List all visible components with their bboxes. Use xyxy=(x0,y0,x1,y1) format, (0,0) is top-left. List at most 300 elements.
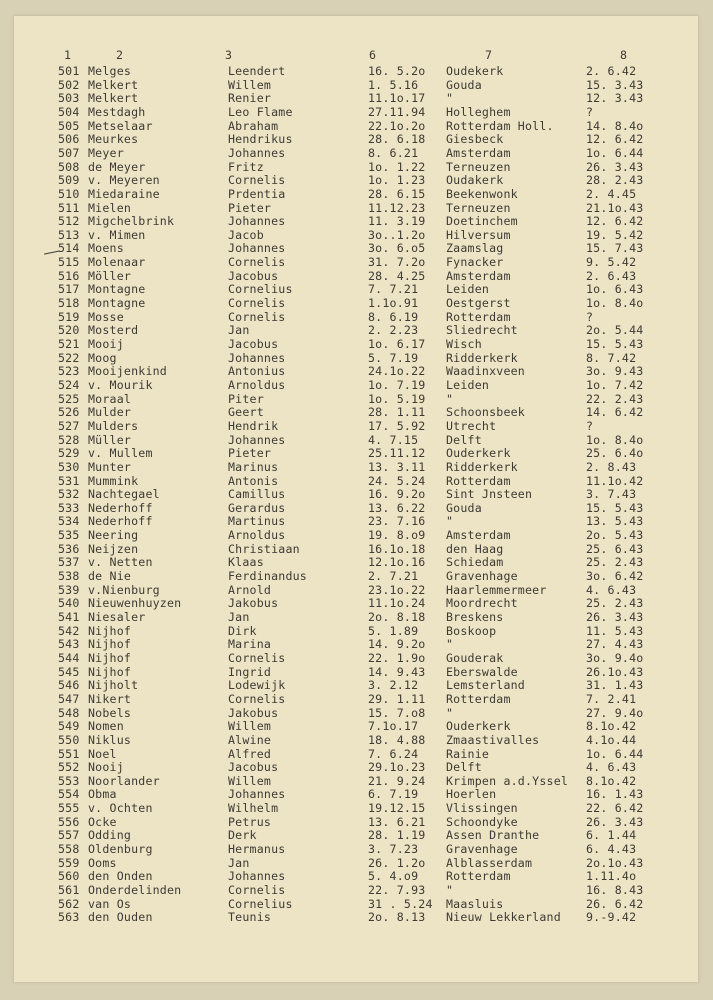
surname: Munter xyxy=(88,459,132,474)
record-date: 22. 2.43 xyxy=(586,391,644,406)
record-date: 27. 4.43 xyxy=(586,637,644,652)
first-name: Camillus xyxy=(228,487,286,502)
col-header-3: 3 xyxy=(225,48,233,62)
birth-date: 5. 7.19 xyxy=(368,350,419,365)
record-date: 8. 7.42 xyxy=(586,350,637,365)
register-row xyxy=(0,377,713,393)
record-date: 6. 4.43 xyxy=(586,842,637,857)
record-date: 3. 7.43 xyxy=(586,487,637,502)
birth-place: " xyxy=(446,514,454,529)
record-date: 3o. 9.43 xyxy=(586,364,644,379)
first-name: Cornelius xyxy=(228,896,293,911)
first-name: Jacob xyxy=(228,227,264,242)
entry-number: 555 xyxy=(58,801,80,816)
birth-place: Alblasserdam xyxy=(446,855,533,870)
record-date: 15. 3.43 xyxy=(586,77,644,92)
record-date: 25. 2.43 xyxy=(586,596,644,611)
birth-place: Boskoop xyxy=(446,623,497,638)
record-date: 2. 6.43 xyxy=(586,268,637,283)
birth-date: 11.1o.24 xyxy=(368,596,426,611)
birth-date: 3. 2.12 xyxy=(368,678,419,693)
surname: den Ouden xyxy=(88,910,153,925)
birth-date: 11.1o.17 xyxy=(368,91,426,106)
surname: Nijhof xyxy=(88,623,132,638)
entry-number: 545 xyxy=(58,664,80,679)
surname: v. Mourik xyxy=(88,377,153,392)
first-name: Marina xyxy=(228,637,272,652)
record-date: 26. 3.43 xyxy=(586,159,644,174)
record-date: 25. 6.43 xyxy=(586,541,644,556)
birth-place: " xyxy=(446,637,454,652)
first-name: Jan xyxy=(228,610,250,624)
birth-date: 1o. 5.19 xyxy=(368,391,426,406)
record-date: ? xyxy=(586,418,594,433)
birth-place: Holleghem xyxy=(446,104,511,119)
birth-place: " xyxy=(446,391,454,406)
first-name: Johannes xyxy=(228,145,286,160)
register-row xyxy=(0,418,713,434)
first-name: Jacobus xyxy=(228,337,279,351)
surname: Mooijenkind xyxy=(88,364,167,379)
surname: Montagne xyxy=(88,296,146,311)
surname: de Meyer xyxy=(88,159,146,174)
entry-number: 502 xyxy=(58,77,80,92)
birth-place: Giesbeck xyxy=(446,132,504,147)
birth-date: 13. 6.22 xyxy=(368,500,426,515)
surname: Nijhof xyxy=(88,650,132,665)
first-name: Ferdinandus xyxy=(228,569,307,584)
birth-date: 1o. 7.19 xyxy=(368,377,426,392)
birth-date: 8. 6.19 xyxy=(368,309,419,324)
surname: Montagne xyxy=(88,282,146,297)
record-date: 25. 6.4o xyxy=(586,446,644,461)
birth-place: Terneuzen xyxy=(446,159,511,174)
birth-date: 7.1o.17 xyxy=(368,719,419,734)
first-name: Cornelis xyxy=(228,173,286,188)
record-date: 14. 8.4o xyxy=(586,118,644,133)
birth-place: Amsterdam xyxy=(446,145,511,160)
entry-number: 529 xyxy=(58,446,80,461)
first-name: Wilhelm xyxy=(228,801,279,816)
birth-place: Gouda xyxy=(446,77,482,92)
first-name: Willem xyxy=(228,773,272,788)
birth-date: 19. 8.o9 xyxy=(368,528,426,543)
surname: v. Ochten xyxy=(88,801,153,816)
birth-date: 22. 7.93 xyxy=(368,883,426,897)
birth-place: " xyxy=(446,91,454,106)
surname: Odding xyxy=(88,828,132,843)
surname: Mielen xyxy=(88,200,132,215)
entry-number: 541 xyxy=(58,610,80,624)
birth-place: Utrecht xyxy=(446,418,497,433)
birth-place: Delft xyxy=(446,432,482,447)
birth-date: 24.1o.22 xyxy=(368,364,426,379)
birth-date: 2. 7.21 xyxy=(368,569,419,584)
first-name: Jakobus xyxy=(228,705,279,720)
entry-number: 562 xyxy=(58,896,80,911)
record-date: 1o. 6.43 xyxy=(586,282,644,297)
register-row xyxy=(0,691,713,707)
birth-date: 7. 6.24 xyxy=(368,746,419,761)
entry-number: 551 xyxy=(58,746,80,761)
birth-date: 6. 7.19 xyxy=(368,787,419,802)
first-name: Leo Flame xyxy=(228,104,293,119)
surname: Nooij xyxy=(88,760,124,775)
surname: Meurkes xyxy=(88,132,139,147)
birth-date: 26. 1.2o xyxy=(368,855,426,870)
col-header-1: 1 xyxy=(64,48,72,62)
surname: Melkert xyxy=(88,91,139,106)
entry-number: 528 xyxy=(58,432,80,447)
birth-place: Nieuw Lekkerland xyxy=(446,910,561,925)
birth-place: Vlissingen xyxy=(446,801,518,816)
register-row xyxy=(0,186,713,202)
surname: Melkert xyxy=(88,77,139,92)
record-date: 1o. 8.4o xyxy=(586,432,644,447)
first-name: Hendrik xyxy=(228,418,279,433)
entry-number: 519 xyxy=(58,309,80,324)
entry-number: 523 xyxy=(58,364,80,379)
first-name: Renier xyxy=(228,91,272,106)
entry-number: 516 xyxy=(58,268,80,283)
register-row xyxy=(0,650,713,666)
surname: v.Nienburg xyxy=(88,582,160,597)
birth-place: Amsterdam xyxy=(446,268,511,283)
birth-date: 7. 7.21 xyxy=(368,282,419,297)
surname: van Os xyxy=(88,896,132,911)
birth-date: 28. 1.19 xyxy=(368,828,426,843)
entry-number: 511 xyxy=(58,200,80,215)
entry-number: 505 xyxy=(58,118,80,133)
surname: Onderdelinden xyxy=(88,883,182,897)
birth-place: Haarlemmermeer xyxy=(446,582,547,597)
birth-date: 24. 5.24 xyxy=(368,473,426,488)
birth-date: 5. 1.89 xyxy=(368,623,419,638)
register-row xyxy=(0,145,713,161)
birth-place: Rotterdam Holl. xyxy=(446,118,554,133)
first-name: Pieter xyxy=(228,446,272,461)
surname: Metselaar xyxy=(88,118,153,133)
birth-date: 4. 7.15 xyxy=(368,432,419,447)
entry-number: 542 xyxy=(58,623,80,638)
entry-number: 546 xyxy=(58,678,80,693)
record-date: 25. 2.43 xyxy=(586,555,644,570)
record-date: 7. 2.41 xyxy=(586,691,637,706)
birth-place: Zmaastivalles xyxy=(446,732,540,747)
birth-place: Gravenhage xyxy=(446,569,518,584)
entry-number: 517 xyxy=(58,282,80,297)
birth-date: 16. 5.2o xyxy=(368,64,426,78)
entry-number: 553 xyxy=(58,773,80,788)
entry-number: 524 xyxy=(58,377,80,392)
first-name: Cornelis xyxy=(228,650,286,665)
birth-date: 16. 9.2o xyxy=(368,487,426,502)
record-date: 16. 8.43 xyxy=(586,883,644,897)
first-name: Arnold xyxy=(228,582,272,597)
birth-date: 28. 4.25 xyxy=(368,268,426,283)
birth-place: Moordrecht xyxy=(446,596,518,611)
record-date: 11.1o.42 xyxy=(586,473,644,488)
first-name: Lodewijk xyxy=(228,678,286,693)
record-date: 8.1o.42 xyxy=(586,773,637,788)
first-name: Teunis xyxy=(228,910,272,925)
record-date: 12. 6.42 xyxy=(586,132,644,147)
birth-place: Schoonsbeek xyxy=(446,405,525,420)
first-name: Cornelis xyxy=(228,883,286,897)
first-name: Willem xyxy=(228,77,272,92)
entry-number: 537 xyxy=(58,555,80,570)
birth-date: 22.1o.2o xyxy=(368,118,426,133)
first-name: Cornelis xyxy=(228,255,286,270)
first-name: Cornelis xyxy=(228,309,286,324)
birth-date: 28. 6.18 xyxy=(368,132,426,147)
entry-number: 560 xyxy=(58,869,80,884)
first-name: Willem xyxy=(228,719,272,734)
surname: Nikert xyxy=(88,691,132,706)
first-name: Geert xyxy=(228,405,264,420)
birth-place: Sliedrecht xyxy=(446,323,518,338)
birth-date: 29. 1.11 xyxy=(368,691,426,706)
surname: Nijhof xyxy=(88,637,132,652)
birth-place: Beekenwonk xyxy=(446,186,518,201)
birth-date: 27.11.94 xyxy=(368,104,426,119)
surname: Ocke xyxy=(88,814,117,829)
birth-date: 2o. 8.18 xyxy=(368,610,426,624)
birth-date: 16.1o.18 xyxy=(368,541,426,556)
birth-date: 1o. 6.17 xyxy=(368,337,426,351)
surname: Oldenburg xyxy=(88,842,153,857)
record-date: 26. 3.43 xyxy=(586,610,644,624)
entry-number: 536 xyxy=(58,541,80,556)
birth-place: Fynacker xyxy=(446,255,504,270)
birth-place: Ridderkerk xyxy=(446,459,518,474)
surname: Nijhof xyxy=(88,664,132,679)
birth-place: Schoondyke xyxy=(446,814,518,829)
first-name: Hendrikus xyxy=(228,132,293,147)
entry-number: 507 xyxy=(58,145,80,160)
surname: Moog xyxy=(88,350,117,365)
surname: Noel xyxy=(88,746,117,761)
birth-place: Oestgerst xyxy=(446,296,511,311)
record-date: 15. 5.43 xyxy=(586,337,644,351)
record-date: 1.11.4o xyxy=(586,869,637,884)
birth-date: 3. 7.23 xyxy=(368,842,419,857)
col-header-6: 6 xyxy=(369,48,377,62)
entry-number: 554 xyxy=(58,787,80,802)
surname: Mestdagh xyxy=(88,104,146,119)
record-date: 2. 6.42 xyxy=(586,64,637,78)
birth-place: Assen Dranthe xyxy=(446,828,540,843)
col-header-7: 7 xyxy=(485,48,493,62)
record-date: 26.1o.43 xyxy=(586,664,644,679)
record-date: 3o. 6.42 xyxy=(586,569,644,584)
entry-number: 534 xyxy=(58,514,80,529)
record-date: 2o.1o.43 xyxy=(586,855,644,870)
first-name: Christiaan xyxy=(228,541,300,556)
birth-place: Ouderkerk xyxy=(446,446,511,461)
register-row xyxy=(0,732,713,748)
first-name: Arnoldus xyxy=(228,528,286,543)
entry-number: 538 xyxy=(58,569,80,584)
surname: Melges xyxy=(88,64,132,78)
entry-number: 549 xyxy=(58,719,80,734)
entry-number: 506 xyxy=(58,132,80,147)
birth-date: 31 . 5.24 xyxy=(368,896,433,911)
record-date: 2. 4.45 xyxy=(586,186,637,201)
birth-place: Hilversum xyxy=(446,227,511,242)
first-name: Johannes xyxy=(228,432,286,447)
first-name: Johannes xyxy=(228,869,286,884)
birth-place: Terneuzen xyxy=(446,200,511,215)
surname: Noorlander xyxy=(88,773,160,788)
birth-date: 5. 4.o9 xyxy=(368,869,419,884)
entry-number: 563 xyxy=(58,910,80,925)
record-date: 2. 8.43 xyxy=(586,459,637,474)
entry-number: 552 xyxy=(58,760,80,775)
surname: Migchelbrink xyxy=(88,214,175,229)
entry-number: 547 xyxy=(58,691,80,706)
birth-place: Breskens xyxy=(446,610,504,624)
entry-number: 503 xyxy=(58,91,80,106)
entry-number: 556 xyxy=(58,814,80,829)
entry-number: 527 xyxy=(58,418,80,433)
birth-date: 1o. 1.22 xyxy=(368,159,426,174)
record-date: 26. 6.42 xyxy=(586,896,644,911)
entry-number: 501 xyxy=(58,64,80,78)
record-date: 21.1o.43 xyxy=(586,200,644,215)
birth-place: Eberswalde xyxy=(446,664,518,679)
surname: Möller xyxy=(88,268,132,283)
surname: Mosse xyxy=(88,309,124,324)
entry-number: 548 xyxy=(58,705,80,720)
surname: Moraal xyxy=(88,391,132,406)
birth-date: 11. 3.19 xyxy=(368,214,426,229)
record-date: ? xyxy=(586,309,594,324)
birth-date: 19.12.15 xyxy=(368,801,426,816)
birth-date: 23.1o.22 xyxy=(368,582,426,597)
birth-place: " xyxy=(446,883,454,897)
entry-number: 513 xyxy=(58,227,80,242)
birth-date: 28. 1.11 xyxy=(368,405,426,420)
first-name: Jacobus xyxy=(228,268,279,283)
birth-date: 13. 3.11 xyxy=(368,459,426,474)
record-date: 2o. 5.44 xyxy=(586,323,644,338)
first-name: Derk xyxy=(228,828,257,843)
register-row xyxy=(0,104,713,120)
entry-number: 532 xyxy=(58,487,80,502)
birth-date: 2o. 8.13 xyxy=(368,910,426,925)
record-date: 27. 9.4o xyxy=(586,705,644,720)
surname: Nijholt xyxy=(88,678,139,693)
record-date: 1o. 6.44 xyxy=(586,145,644,160)
register-row xyxy=(0,912,713,925)
first-name: Ingrid xyxy=(228,664,272,679)
birth-date: 14. 9.43 xyxy=(368,664,426,679)
first-name: Petrus xyxy=(228,814,272,829)
birth-place: " xyxy=(446,705,454,720)
record-date: 3o. 9.4o xyxy=(586,650,644,665)
first-name: Klaas xyxy=(228,555,264,570)
entry-number: 544 xyxy=(58,650,80,665)
birth-place: Schiedam xyxy=(446,555,504,570)
surname: Neering xyxy=(88,528,139,543)
birth-date: 3o..1.2o xyxy=(368,227,426,242)
record-date: 16. 1.43 xyxy=(586,787,644,802)
first-name: Johannes xyxy=(228,787,286,802)
record-date: 9.-9.42 xyxy=(586,910,637,925)
birth-place: Gouda xyxy=(446,500,482,515)
birth-date: 18. 4.88 xyxy=(368,732,426,747)
first-name: Martinus xyxy=(228,514,286,529)
birth-place: Rainie xyxy=(446,746,490,761)
birth-date: 29.1o.23 xyxy=(368,760,426,775)
first-name: Piter xyxy=(228,391,264,406)
first-name: Jacobus xyxy=(228,760,279,775)
first-name: Johannes xyxy=(228,214,286,229)
entry-number: 525 xyxy=(58,391,80,406)
first-name: Cornelis xyxy=(228,691,286,706)
birth-place: Wisch xyxy=(446,337,482,351)
birth-place: Oudekerk xyxy=(446,64,504,78)
birth-date: 11.12.23 xyxy=(368,200,426,215)
entry-number: 514 xyxy=(58,241,80,256)
entry-number: 557 xyxy=(58,828,80,843)
record-date: 4.1o.44 xyxy=(586,732,637,747)
birth-date: 8. 6.21 xyxy=(368,145,419,160)
record-date: 28. 2.43 xyxy=(586,173,644,188)
surname: Mulder xyxy=(88,405,132,420)
first-name: Abraham xyxy=(228,118,279,133)
entry-number: 504 xyxy=(58,104,80,119)
birth-place: Ridderkerk xyxy=(446,350,518,365)
surname: Müller xyxy=(88,432,132,447)
record-date: 1o. 8.4o xyxy=(586,296,644,311)
surname: v. Mimen xyxy=(88,227,146,242)
surname: Miedaraine xyxy=(88,186,160,201)
entry-number: 559 xyxy=(58,855,80,870)
first-name: Dirk xyxy=(228,623,257,638)
surname: de Nie xyxy=(88,569,132,584)
birth-date: 15. 7.o8 xyxy=(368,705,426,720)
first-name: Leendert xyxy=(228,64,286,78)
surname: Niesaler xyxy=(88,610,146,624)
col-header-2: 2 xyxy=(116,48,124,62)
first-name: Marinus xyxy=(228,459,279,474)
record-date: 12. 3.43 xyxy=(586,91,644,106)
first-name: Alfred xyxy=(228,746,272,761)
entry-number: 558 xyxy=(58,842,80,857)
record-date: 19. 5.42 xyxy=(586,227,644,242)
first-name: Gerardus xyxy=(228,500,286,515)
birth-place: Ouderkerk xyxy=(446,719,511,734)
entry-number: 508 xyxy=(58,159,80,174)
first-name: Hermanus xyxy=(228,842,286,857)
record-date: 14. 6.42 xyxy=(586,405,644,420)
surname: Nomen xyxy=(88,719,124,734)
entry-number: 540 xyxy=(58,596,80,611)
birth-date: 14. 9.2o xyxy=(368,637,426,652)
first-name: Jan xyxy=(228,855,250,870)
entry-number: 533 xyxy=(58,500,80,515)
entry-number: 543 xyxy=(58,637,80,652)
birth-place: Hoerlen xyxy=(446,787,497,802)
birth-date: 12.1o.16 xyxy=(368,555,426,570)
surname: v. Mullem xyxy=(88,446,153,461)
surname: Neijzen xyxy=(88,541,139,556)
birth-place: Maasluis xyxy=(446,896,504,911)
surname: Molenaar xyxy=(88,255,146,270)
birth-date: 3o. 6.o5 xyxy=(368,241,426,256)
